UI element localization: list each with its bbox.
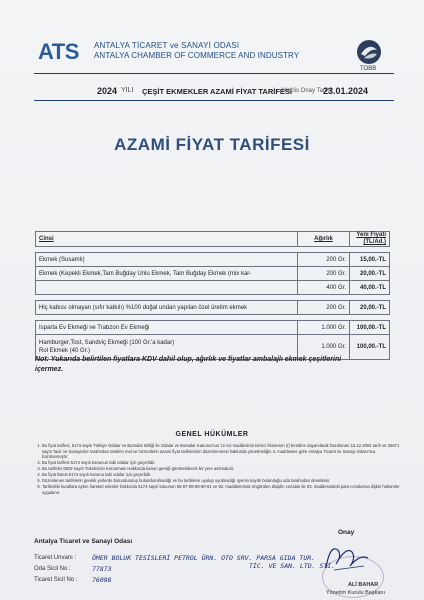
header-price	[350, 232, 390, 247]
row-name: Ekmek (Susamlı)	[36, 253, 298, 267]
table-row	[36, 253, 390, 267]
trade-reg-label: Ticaret Sicil No :	[34, 577, 78, 583]
signer-name: ALİ BAHAR	[348, 582, 379, 588]
signature-icon	[316, 538, 376, 578]
trade-title-label: Ticaret Unvanı :	[34, 555, 77, 561]
tobb-logo-icon	[355, 38, 383, 66]
row-weight: 200 Gr.	[298, 253, 350, 267]
header-weight: Ağırlık	[298, 232, 350, 247]
general-rules-title: GENEL HÜKÜMLER	[175, 431, 249, 438]
tariff-title-row	[0, 86, 424, 100]
tariff-title: ÇEŞİT EKMEKLER AZAMİ FİYAT TARİFESİ	[142, 87, 293, 96]
table-row	[36, 281, 390, 295]
table-row	[36, 267, 390, 281]
rule-item: 6. Tarifedeki kurallara aykırı hareket edenler hakkında 5174 sayılı kanunun 86-87-88-89-90-91 ve 92. maddelerinde öngörülen disiplin cezaları ile 93. maddesindeki para cezalarına ilişkin hükümler uygulanır.	[42, 484, 402, 495]
row-weight: 1.000 Gr.	[298, 335, 350, 360]
tariff-year: 2024	[97, 86, 118, 96]
vat-note: Not: Yukarıda belirtilen fiyatlara KDV dahil olup, ağırlık ve fiyatlar ambalajlı ekmek çeşitlerini içermez.	[35, 356, 342, 373]
row-weight: 400 Gr.	[298, 281, 350, 295]
chamber-reg-label: Oda Sicil No :	[34, 566, 71, 572]
title-divider	[34, 100, 394, 101]
trade-reg-value: 76098	[92, 576, 112, 584]
row-name-line2: Rol Ekmek (40 Gr.)	[39, 348, 91, 354]
row-price: 100,00.-TL	[350, 335, 390, 360]
org-name-en: ANTALYA CHAMBER OF COMMERCE AND INDUSTRY	[94, 51, 300, 60]
rule-item: 5. Düzenlenen tarifelerin gerekli yerlerde bulundurulup bulundurulmadığı ve bu tarifelere uyulup uyulmadığı üyenin kayıtlı bulunduğu oda tarafından denetlenir.	[42, 478, 402, 484]
general-rules-list	[34, 443, 402, 496]
ats-logo	[38, 39, 79, 65]
row-weight: 200 Gr.	[298, 267, 350, 281]
trade-title-value-2: TİC. VE SAN. LTD. STİ.	[249, 562, 336, 570]
footer-org-name: Antalya Ticaret ve Sanayi Odası	[34, 538, 133, 545]
table-row	[36, 301, 390, 315]
row-weight: 1.000 Gr.	[298, 321, 350, 335]
approval-date: 23.01.2024	[323, 86, 369, 96]
row-price: 20,00.-TL	[350, 301, 390, 315]
table-header-row	[36, 232, 390, 247]
header-name: Cinsi	[36, 232, 298, 247]
rule-item: 4. Bu fiyat listesi 5174 sayılı kanuna tabi odalar için geçerlidir.	[42, 472, 402, 478]
approval-label: Onay	[338, 529, 355, 536]
row-name	[36, 281, 298, 295]
ats-logo-text: ATS	[38, 39, 79, 64]
row-name: Isparta Ev Ekmeği ve Trabzon Ev Ekmeği	[36, 321, 298, 335]
org-name-tr: ANTALYA TİCARET ve SANAYİ ODASI	[94, 41, 240, 50]
letterhead	[0, 0, 424, 72]
rule-item: 2. Bu fiyat tarifesi 5174 sayılı kanunun tabi odalar için geçerlidir.	[42, 460, 402, 466]
row-name: Ekmek (Kepekli Ekmek,Tam Buğday Unlu Ekmek, Tam Buğday Ekmek (mix kar-	[36, 267, 298, 281]
price-table	[35, 231, 390, 360]
header-price-line2: (TL/Ad.)	[363, 239, 386, 245]
rule-item: 3. Bu tarifeler 6502 sayılı Tüketicinin Korunması Hakkında kanun gereği görünebilecek bir yere asılmalıdır.	[42, 466, 402, 472]
header-divider	[34, 73, 394, 74]
row-weight: 200 Gr.	[298, 301, 350, 315]
row-name: Hiç katkısı olmayan (sıfır katkılı) %100 doğal undan yapılan özel üretim ekmek	[36, 301, 298, 315]
row-price: 20,00.-TL	[350, 267, 390, 281]
tobb-label: TOBB	[360, 66, 377, 72]
approval-date-label: Meclis Onay Tarihi	[282, 88, 331, 94]
row-price: 40,00.-TL	[350, 281, 390, 295]
signer-title: Yönetim Kurulu Başkanı	[326, 590, 386, 596]
rule-item: 1. Bu fiyat tarifesi, 5174 sayılı Türkiye Odalar ve Borsalar Birliği ile Odalar ve Borsalar Kanunu'nun 12 nci maddesinin birinci fıkrasının (r) bendine dayanılarak hazırlanan 15.12.2004 tarih ve 25671 sayılı Tacir ve Sanayiciler tarafından üretilen mal ve hizmetlerin azami fiyat tarifelerinin düzenlenmesi hakkında yönetmeliğin 4. maddesine göre Antalya Ticaret ve Sanayi Odası'nca hazırlanmıştır.	[42, 443, 402, 460]
trade-title-value: ÖMER BOLUK TESİSLERİ PETROL ÜRN. OTO SRV. PARSA GIDA TUR.	[92, 554, 316, 562]
table-row	[36, 321, 390, 335]
row-price: 15,00.-TL	[350, 253, 390, 267]
page-title: AZAMİ FİYAT TARİFESİ	[114, 135, 310, 154]
row-price: 100,00.-TL	[350, 321, 390, 335]
header-price-line1: Yeni Fiyatı	[356, 232, 386, 238]
chamber-reg-value: 77873	[92, 565, 112, 573]
row-name-line1: Hamburger,Tost, Sandviç Ekmeği (100 Gr.'a kadar)	[39, 340, 175, 346]
tariff-year-suffix: YILI	[121, 87, 134, 94]
